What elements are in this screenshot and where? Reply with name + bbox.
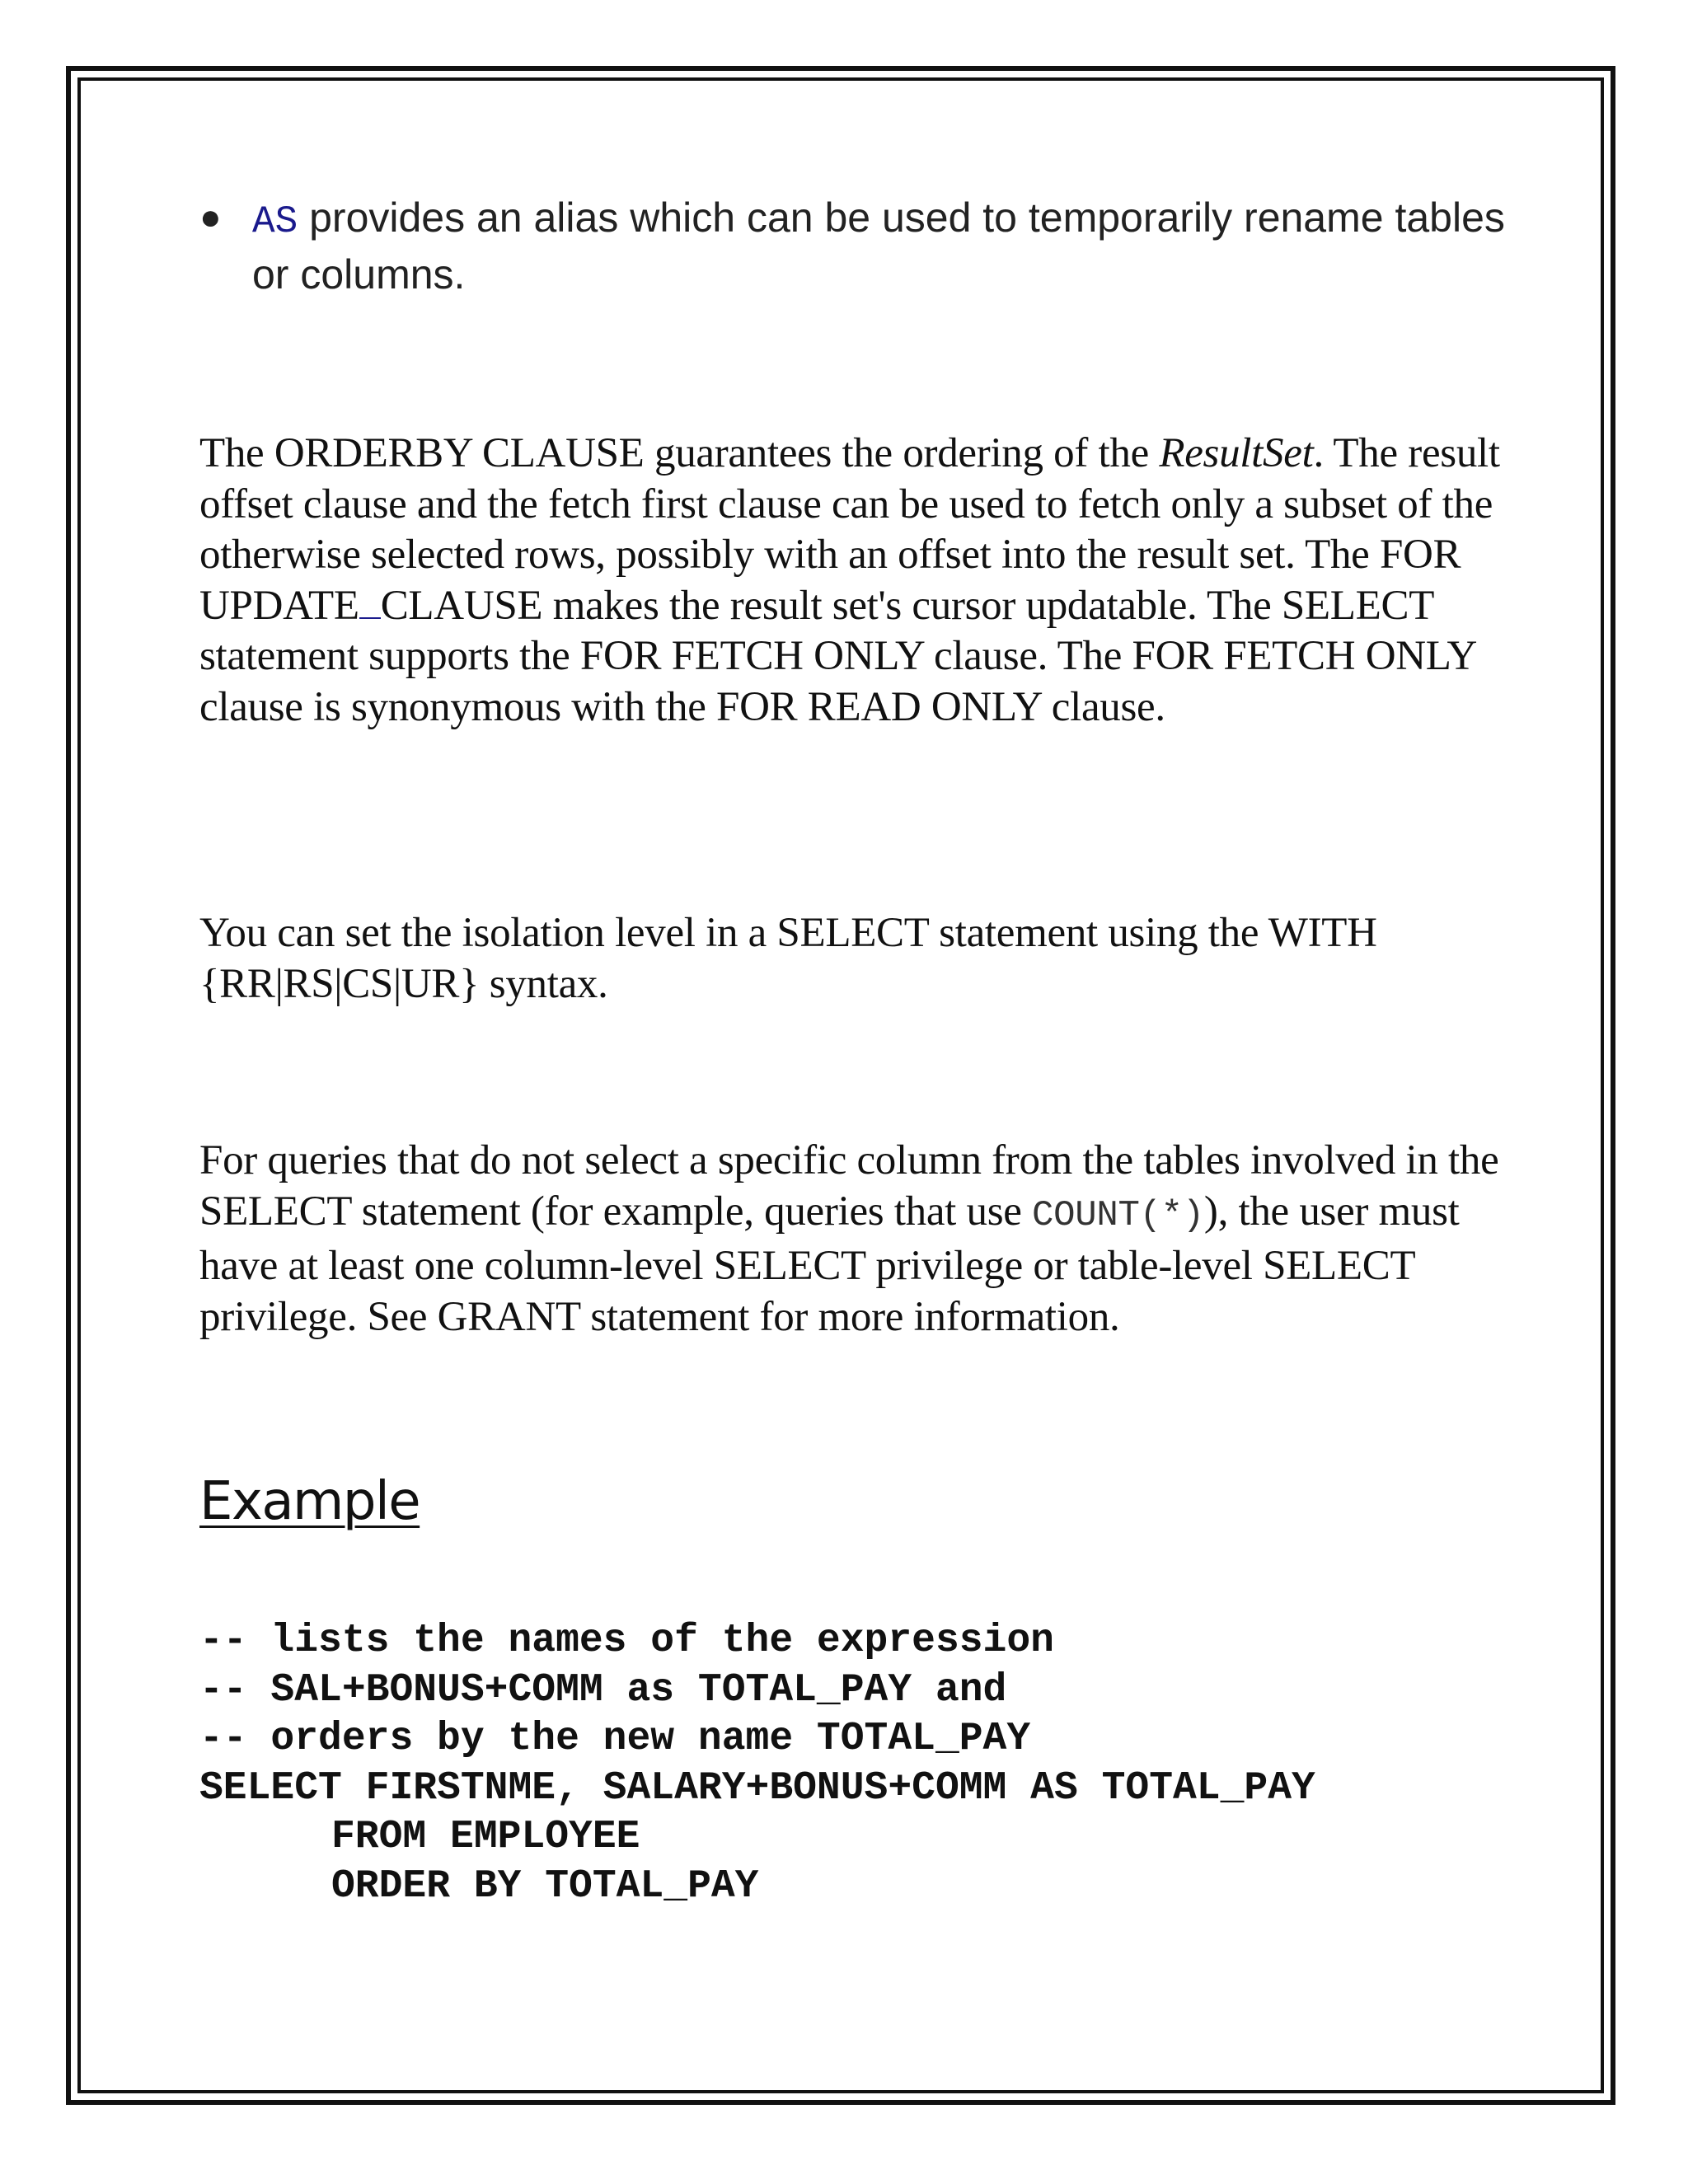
code-line: -- SAL+BONUS+COMM as TOTAL_PAY and — [199, 1667, 1007, 1713]
code-line: -- orders by the new name TOTAL_PAY — [199, 1717, 1031, 1761]
bullet-description: provides an alias which can be used to temporarily rename tables or columns. — [252, 194, 1505, 298]
orderby-resultset-italic: ResultSet — [1159, 430, 1314, 476]
privilege-text-2: ), the user must have at least one column-level SELECT privilege or table-level SELECT privilege. See GRANT statement for more information. — [199, 1188, 1460, 1340]
privilege-text-1: For queries that do not select a specific column from the tables involved in the SELECT statement (for example, queries that use — [199, 1137, 1499, 1235]
bullet-dot-icon: ● — [199, 197, 222, 237]
code-line: FROM EMPLOYEE — [331, 1815, 640, 1859]
paragraph-isolation: You can set the isolation level in a SELECT statement using the WITH {RR|RS|CS|UR} syntax. — [199, 910, 1377, 1007]
keyword-as: AS — [252, 200, 298, 243]
paragraph-orderby — [199, 429, 1502, 733]
orderby-text-3: CLAUSE makes the result set's cursor updatable. The SELECT statement supports the FOR FETCH ONLY clause. The FOR FETCH ONLY clause is synonymous with the FOR READ ONLY clause. — [199, 582, 1476, 730]
orderby-text-1: The ORDERBY CLAUSE guarantees the ordering of the — [199, 430, 1160, 476]
code-count-star: COUNT(*) — [1032, 1194, 1204, 1236]
paragraph-privilege — [199, 1136, 1502, 1343]
example-heading: Example — [199, 1471, 420, 1532]
bullet-text — [252, 191, 1505, 301]
underscore-mark — [359, 584, 381, 619]
orderby-text-2: . The result offset clause and the fetch first clause can be used to fetch only a subset of the otherwise selected rows, possibly with an offset into the result set. The FOR UPDATE — [199, 430, 1500, 629]
code-line: SELECT FIRSTNME, SALARY+BONUS+COMM AS TOTAL_PAY — [199, 1765, 1315, 1811]
example-code-block — [199, 1617, 1315, 1911]
code-line: -- lists the names of the expression — [199, 1619, 1054, 1663]
code-line: ORDER BY TOTAL_PAY — [331, 1863, 759, 1909]
